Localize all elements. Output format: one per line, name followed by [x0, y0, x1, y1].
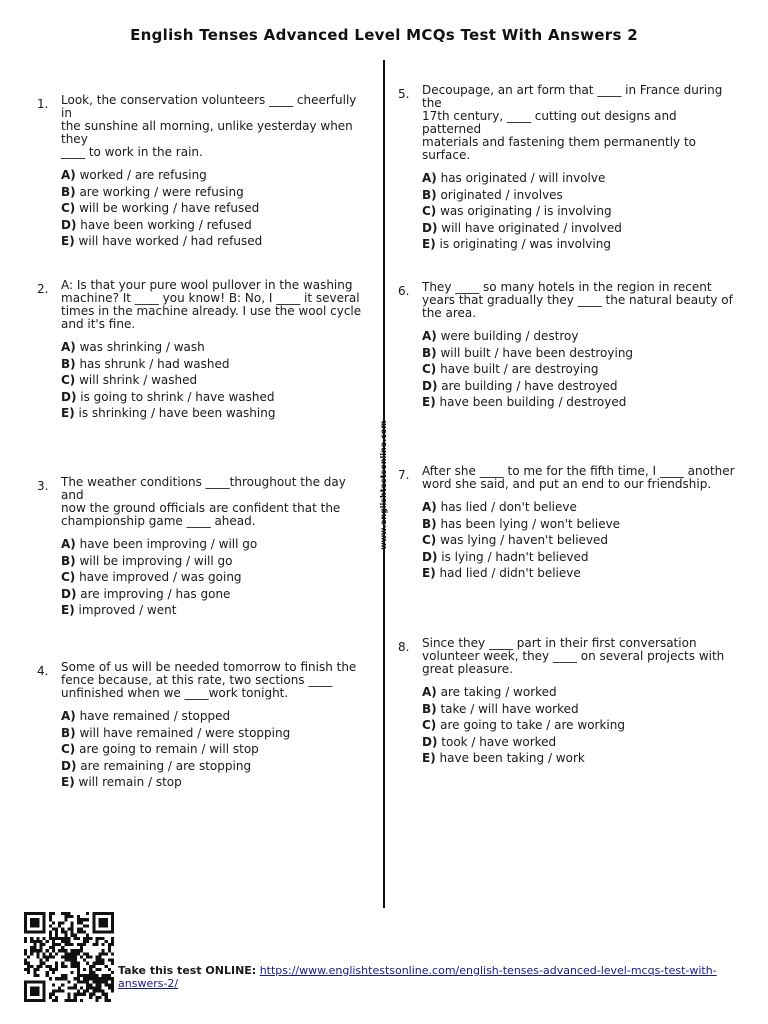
answer-option[interactable] — [61, 372, 367, 389]
answer-option[interactable] — [422, 170, 738, 187]
footer-link[interactable]: https://www.englishtestsonline.com/english-tenses-advanced-level-mcqs-test-with-answers-2/ — [118, 964, 717, 990]
answer-option[interactable] — [422, 220, 738, 237]
option-letter: D) — [422, 220, 438, 235]
option-text: will have originated / involved — [437, 220, 622, 235]
option-text: is originating / was involving — [435, 237, 611, 251]
answer-option[interactable] — [61, 725, 367, 742]
option-letter: B) — [422, 345, 437, 360]
answer-option[interactable] — [61, 389, 367, 406]
option-letter: B) — [61, 184, 76, 199]
option-letter: A) — [61, 709, 76, 723]
option-text: is going to shrink / have washed — [76, 389, 275, 404]
answer-option[interactable] — [61, 536, 367, 553]
question-8 — [398, 637, 738, 767]
options-list — [398, 170, 738, 253]
question-text: Since they ____ part in their first conversation volunteer week, they ____ on several projects with great pleasure. — [422, 636, 725, 676]
answer-option[interactable] — [61, 217, 367, 234]
answer-option[interactable] — [422, 532, 738, 549]
option-text: will be working / have refused — [75, 201, 260, 215]
option-letter: D) — [61, 389, 77, 404]
option-letter: C) — [61, 373, 76, 387]
answer-option[interactable] — [422, 516, 738, 533]
question-number: 1. — [37, 97, 49, 111]
options-list — [37, 167, 367, 250]
question-number: 6. — [398, 284, 410, 298]
question-number: 4. — [37, 664, 49, 678]
answer-option[interactable] — [61, 233, 367, 250]
question-text: Some of us will be needed tomorrow to finish the fence because, at this rate, two sections ____ unfinished when we ____work tonight. — [61, 660, 357, 700]
option-letter: A) — [61, 168, 76, 182]
option-letter: A) — [422, 329, 437, 343]
option-text: are remaining / are stopping — [76, 758, 252, 773]
option-text: have been working / refused — [76, 217, 252, 232]
question-text: Decoupage, an art form that ____ in France during the 17th century, ____ cutting out designs and patterned materials and fastening them permanently to surface. — [422, 83, 723, 162]
answer-option[interactable] — [422, 684, 738, 701]
option-letter: D) — [61, 217, 77, 232]
option-letter: E) — [61, 406, 75, 420]
option-letter: D) — [61, 758, 77, 773]
options-list — [37, 339, 367, 422]
answer-option[interactable] — [61, 602, 367, 619]
option-letter: A) — [422, 171, 437, 185]
option-text: took / have worked — [437, 734, 557, 749]
option-text: worked / are refusing — [75, 168, 207, 182]
option-letter: C) — [422, 204, 437, 218]
option-letter: D) — [422, 734, 438, 749]
answer-option[interactable] — [61, 741, 367, 758]
option-letter: A) — [422, 500, 437, 514]
answer-option[interactable] — [61, 569, 367, 586]
answer-option[interactable] — [422, 187, 738, 204]
option-letter: E) — [61, 603, 75, 617]
option-letter: E) — [422, 566, 436, 580]
question-3 — [37, 476, 367, 619]
question-text: They ____ so many hotels in the region in recent years that gradually they ____ the natural beauty of the area. — [422, 280, 733, 320]
qr-code-icon — [24, 912, 114, 1002]
option-text: will have worked / had refused — [74, 234, 263, 248]
options-list — [398, 328, 738, 411]
answer-option[interactable] — [61, 184, 367, 201]
option-letter: B) — [61, 725, 76, 740]
option-text: have built / are destroying — [436, 362, 599, 376]
question-4 — [37, 661, 367, 791]
answer-option[interactable] — [61, 553, 367, 570]
question-number: 8. — [398, 640, 410, 654]
option-text: will built / have been destroying — [436, 345, 634, 360]
answer-option[interactable] — [61, 405, 367, 422]
option-text: has originated / will involve — [436, 171, 606, 185]
question-2 — [37, 279, 367, 422]
option-letter: C) — [61, 201, 76, 215]
answer-option[interactable] — [61, 758, 367, 775]
answer-option[interactable] — [422, 499, 738, 516]
option-letter: D) — [422, 549, 438, 564]
option-letter: C) — [422, 533, 437, 547]
answer-option[interactable] — [422, 565, 738, 582]
option-text: are going to remain / will stop — [75, 742, 259, 756]
options-list — [37, 536, 367, 619]
answer-option[interactable] — [61, 200, 367, 217]
option-letter: E) — [61, 234, 75, 248]
question-number: 3. — [37, 479, 49, 493]
option-letter: C) — [61, 570, 76, 584]
option-letter: E) — [422, 751, 436, 765]
option-text: were building / destroy — [436, 329, 579, 343]
option-text: have been building / destroyed — [435, 395, 627, 409]
footer — [118, 964, 728, 990]
question-text: After she ____ to me for the fifth time, I ____ another word she said, and put an end to our friendship. — [422, 464, 735, 491]
option-letter: B) — [422, 516, 437, 531]
option-letter: C) — [422, 718, 437, 732]
answer-option[interactable] — [61, 586, 367, 603]
question-text: The weather conditions ____throughout the day and now the ground officials are confident that the championship game ____ ahead. — [61, 475, 346, 528]
answer-option[interactable] — [422, 394, 738, 411]
question-5 — [398, 84, 738, 253]
option-letter: D) — [422, 378, 438, 393]
option-text: will have remained / were stopping — [75, 725, 291, 740]
answer-option[interactable] — [422, 361, 738, 378]
answer-option[interactable] — [61, 708, 367, 725]
option-text: was lying / haven't believed — [436, 533, 609, 547]
option-letter: E) — [422, 237, 436, 251]
option-text: are going to take / are working — [436, 718, 625, 732]
option-text: will remain / stop — [74, 775, 182, 789]
answer-option[interactable] — [422, 734, 738, 751]
answer-option[interactable] — [61, 774, 367, 791]
option-text: was shrinking / wash — [75, 340, 205, 354]
option-letter: E) — [422, 395, 436, 409]
option-letter: B) — [422, 187, 437, 202]
answer-option[interactable] — [61, 167, 367, 184]
option-text: is shrinking / have been washing — [74, 406, 276, 420]
options-list — [398, 684, 738, 767]
question-7 — [398, 465, 738, 582]
option-letter: D) — [61, 586, 77, 601]
option-text: is lying / hadn't believed — [437, 549, 589, 564]
options-list — [398, 499, 738, 582]
option-letter: B) — [61, 356, 76, 371]
option-text: are working / were refusing — [75, 184, 244, 199]
option-text: have remained / stopped — [75, 709, 231, 723]
question-number: 7. — [398, 468, 410, 482]
answer-option[interactable] — [422, 378, 738, 395]
answer-option[interactable] — [61, 339, 367, 356]
option-text: have been taking / work — [435, 751, 585, 765]
answer-option[interactable] — [61, 356, 367, 373]
question-number: 2. — [37, 282, 49, 296]
option-text: has been lying / won't believe — [436, 516, 621, 531]
option-text: take / will have worked — [436, 701, 579, 716]
option-text: will be improving / will go — [75, 553, 233, 568]
option-text: have improved / was going — [75, 570, 242, 584]
footer-label: Take this test ONLINE: — [118, 964, 257, 977]
option-letter: A) — [61, 340, 76, 354]
option-text: was originating / is involving — [436, 204, 612, 218]
option-letter: A) — [61, 537, 76, 551]
question-text: A: Is that your pure wool pullover in the washing machine? It ____ you know! B: No, I ____ it several times in the machine already. I use the wool cycle and it's fine. — [61, 278, 362, 331]
side-url: www.englishtestsonline.com — [379, 420, 388, 550]
option-text: improved / went — [74, 603, 177, 617]
page-title: English Tenses Advanced Level MCQs Test With Answers 2 — [130, 26, 638, 44]
option-letter: B) — [61, 553, 76, 568]
option-text: will shrink / washed — [75, 373, 198, 387]
option-letter: C) — [422, 362, 437, 376]
option-text: are building / have destroyed — [437, 378, 618, 393]
options-list — [37, 708, 367, 791]
answer-option[interactable] — [422, 203, 738, 220]
answer-option[interactable] — [422, 236, 738, 253]
question-1 — [37, 94, 367, 250]
answer-option[interactable] — [422, 750, 738, 767]
answer-option[interactable] — [422, 701, 738, 718]
question-text: Look, the conservation volunteers ____ cheerfully in the sunshine all morning, unlike yesterday when they ____ to work in the rain. — [61, 93, 357, 159]
answer-option[interactable] — [422, 549, 738, 566]
option-letter: B) — [422, 701, 437, 716]
option-text: are improving / has gone — [76, 586, 231, 601]
option-letter: C) — [61, 742, 76, 756]
option-text: are taking / worked — [436, 685, 557, 699]
option-text: has shrunk / had washed — [75, 356, 230, 371]
question-6 — [398, 281, 738, 411]
answer-option[interactable] — [422, 717, 738, 734]
option-letter: E) — [61, 775, 75, 789]
option-text: has lied / don't believe — [436, 500, 577, 514]
answer-option[interactable] — [422, 328, 738, 345]
option-text: originated / involves — [436, 187, 563, 202]
option-text: had lied / didn't believe — [435, 566, 581, 580]
answer-option[interactable] — [422, 345, 738, 362]
question-number: 5. — [398, 87, 410, 101]
option-text: have been improving / will go — [75, 537, 258, 551]
option-letter: A) — [422, 685, 437, 699]
